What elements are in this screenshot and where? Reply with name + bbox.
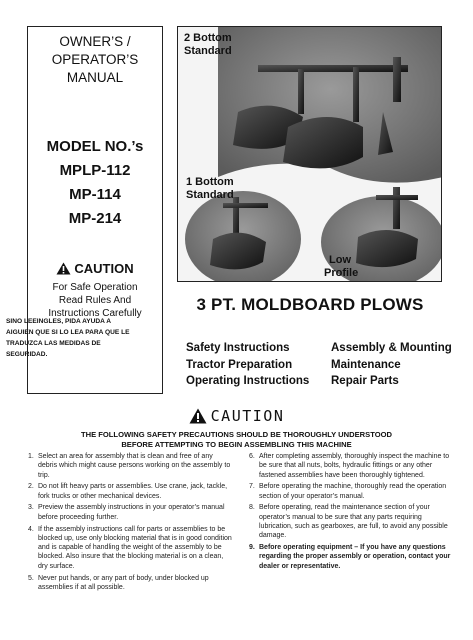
label-low-profile: Profile	[324, 267, 359, 279]
precaution-heading: THE FOLLOWING SAFETY PRECAUTIONS SHOULD BE THOROUGHLY UNDERSTOOD BEFORE ATTEMPTING TO BEGIN ASSEMBLING THIS MACHINE	[80, 430, 393, 449]
list-item: 8. Before operating, read the maintenance section of your operator’s manual to be sure that any parts requiring lubrication, such as gearboxes, are full, to avoid any possible damage.	[249, 504, 448, 540]
contents-item: Tractor Preparation	[186, 358, 293, 371]
model-number: MP-114	[69, 186, 121, 203]
contents-item: Maintenance	[331, 358, 401, 371]
list-item: 7. Before operating the machine, thoroughly read the operation section of your operator’s manual.	[249, 483, 447, 500]
product-photo-panel	[177, 26, 442, 282]
warning-triangle-icon	[189, 408, 207, 424]
spanish-safety-note: SINO LEEINGLES, PIDA AYUDA A AIGUIEN QUE SI LO LEA PARA QUE LE TRADUZCA LAS MEDIDAS DE SEGURIDAD.	[6, 318, 130, 358]
contents-right	[331, 340, 452, 390]
manual-title: OWNER’S / OPERATOR’S MANUAL	[51, 34, 139, 85]
contents-item: Repair Parts	[331, 375, 399, 387]
main-title: 3 PT. MOLDBOARD PLOWS	[196, 295, 424, 314]
label-1-bottom-standard: Standard	[186, 189, 234, 201]
warning-triangle-icon	[56, 262, 71, 275]
list-item: 5. Never put hands, or any part of body, under blocked up assemblies if at all possible.	[28, 574, 209, 591]
model-number: MPLP-112	[59, 162, 131, 179]
list-item: 3. Preview the assembly instructions in your operator’s manual before proceeding further.	[28, 504, 225, 521]
model-numbers	[28, 135, 162, 231]
model-number: MP-214	[68, 210, 122, 227]
contents-left	[186, 340, 309, 390]
list-item: 6. After completing assembly, thoroughly inspect the machine to be sure that all nuts, bolts, hydraulic fittings or any other fastened assemblies have been thoroughly tightened.	[249, 453, 450, 479]
contents-item: Operating Instructions	[186, 375, 310, 387]
caution-banner: CAUTION	[0, 407, 473, 425]
label-2-bottom: 2 Bottom	[184, 32, 232, 44]
safety-steps-right	[249, 452, 451, 574]
list-item: 2. Do not lift heavy parts or assemblies. Use crane, jack, tackle, fork trucks or other mechanical devices.	[28, 483, 228, 500]
plow-illustration	[178, 27, 442, 282]
contents-item: Assembly & Mounting	[331, 342, 452, 354]
caution-heading: CAUTION	[28, 261, 162, 276]
list-item: 1. Select an area for assembly that is clean and free of any debris which might cause persons working on the assembly to trip.	[28, 453, 231, 479]
list-item: 9. Before operating equipment – If you have any questions regarding the proper assembly or operation, contact your dealer or representative.	[249, 544, 451, 570]
label-low: Low	[329, 254, 351, 266]
model-heading: MODEL NO.’s	[46, 138, 144, 155]
label-2-bottom-standard: Standard	[184, 45, 232, 57]
label-1-bottom: 1 Bottom	[186, 176, 234, 188]
contents-item: Safety Instructions	[186, 342, 290, 354]
list-item: 4. If the assembly instructions call for parts or assemblies to be blocked up, use only blocking material that is in good condition and is capable of handling the weight of the assembly to be blocked. Also insure that the blocking material is on a clean, dry surface.	[28, 525, 232, 570]
safety-note: For Safe Operation Read Rules And Instructions Carefully	[48, 282, 142, 319]
safety-steps-left	[28, 452, 232, 595]
